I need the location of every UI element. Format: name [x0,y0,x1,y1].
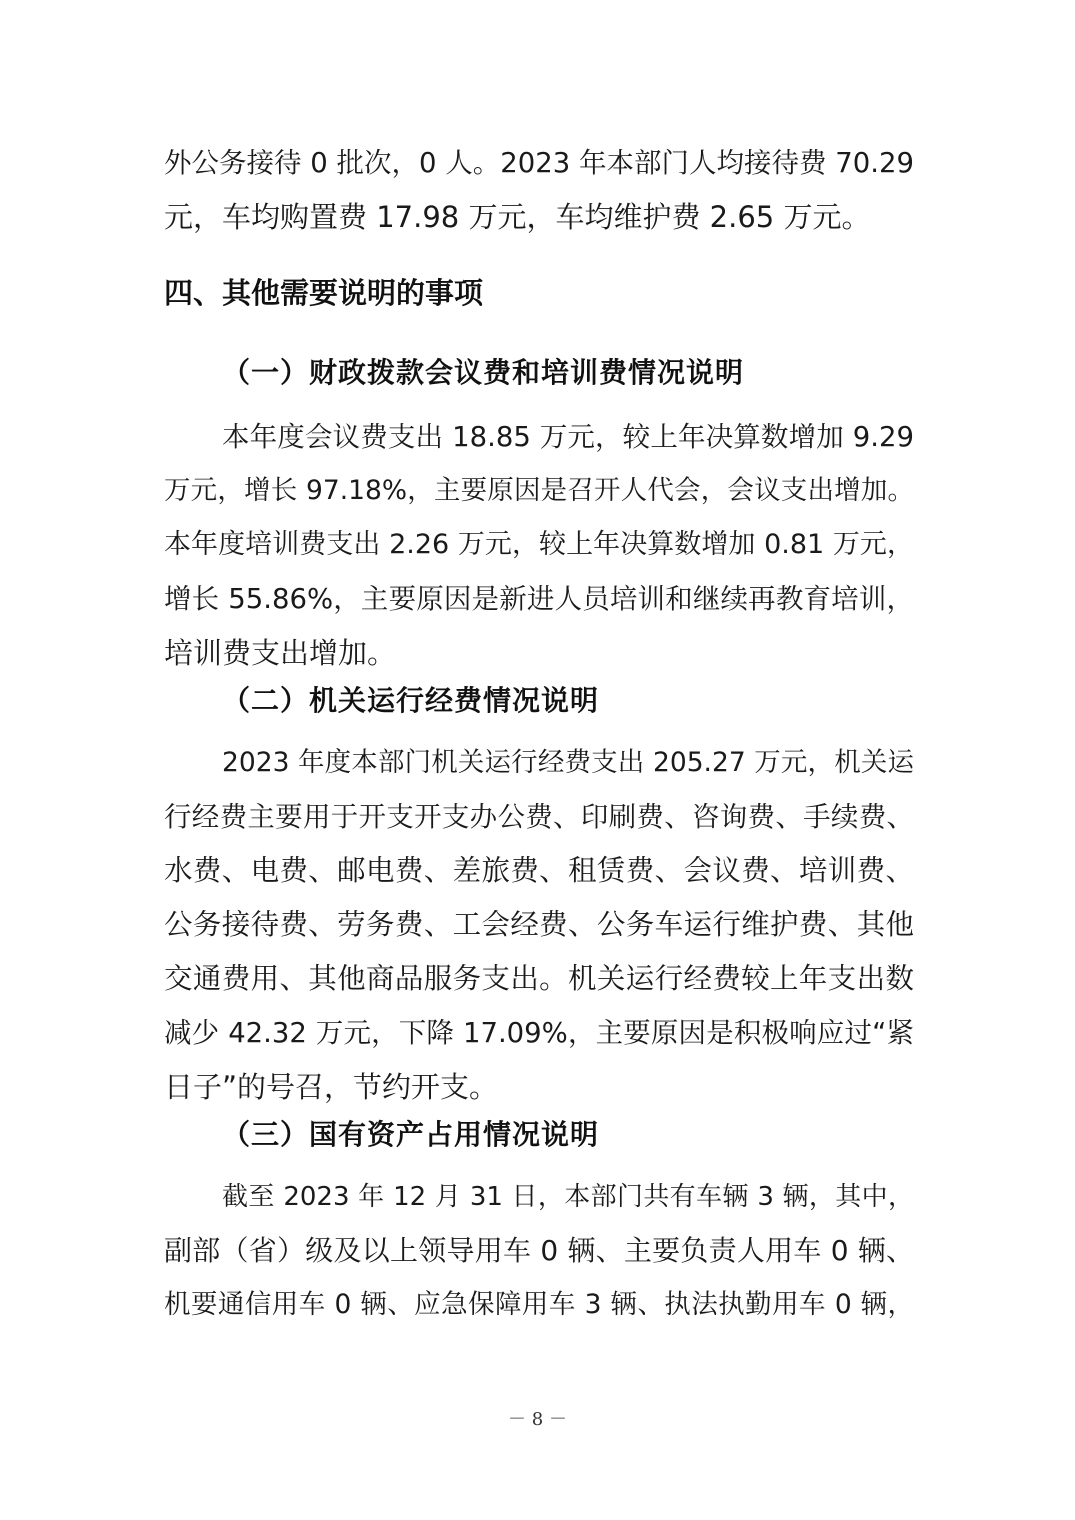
paragraph-line: 本年度培训费支出 2.26 万元，较上年决算数增加 0.81 万元， [164,529,914,560]
paragraph-line: 万元，增长 97.18%，主要原因是召开人代会，会议支出增加。 [164,475,914,506]
paragraph-line: 日子”的号召，节约开支。 [164,1070,499,1104]
paragraph-line: 减少 42.32 万元，下降 17.09%，主要原因是积极响应过“紧 [164,1017,914,1049]
paragraph-line: 截至 2023 年 12 月 31 日，本部门共有车辆 3 辆，其中， [222,1182,914,1212]
paragraph-line: 副部（省）级及以上领导用车 0 辆、主要负责人用车 0 辆、 [164,1234,914,1267]
subsection-heading: （二）机关运行经费情况说明 [222,684,600,717]
paragraph-line: 外公务接待 0 批次，0 人。2023 年本部门人均接待费 70.29 [164,147,914,179]
paragraph-line: 行经费主要用于开支开支办公费、印刷费、咨询费、手续费、 [164,801,914,833]
page-number: － 8 － [508,1409,567,1430]
section-heading: 四、其他需要说明的事项 [164,276,484,310]
paragraph-line: 元，车均购置费 17.98 万元，车均维护费 2.65 万元。 [164,200,871,234]
paragraph-line: 增长 55.86%，主要原因是新进人员培训和继续再教育培训， [164,583,914,615]
paragraph-line: 交通费用、其他商品服务支出。机关运行经费较上年支出数 [164,962,914,995]
subsection-heading: （三）国有资产占用情况说明 [222,1118,600,1151]
paragraph-line: 水费、电费、邮电费、差旅费、租赁费、会议费、培训费、 [164,854,914,887]
paragraph-line: 公务接待费、劳务费、工会经费、公务车运行维护费、其他 [164,908,914,941]
paragraph-line: 机要通信用车 0 辆、应急保障用车 3 辆、执法执勤用车 0 辆， [164,1289,914,1320]
paragraph-line: 培训费支出增加。 [164,636,397,670]
paragraph-line: 2023 年度本部门机关运行经费支出 205.27 万元，机关运 [222,747,914,778]
paragraph-line: 本年度会议费支出 18.85 万元，较上年决算数增加 9.29 [222,421,914,453]
subsection-heading: （一）财政拨款会议费和培训费情况说明 [222,356,745,389]
